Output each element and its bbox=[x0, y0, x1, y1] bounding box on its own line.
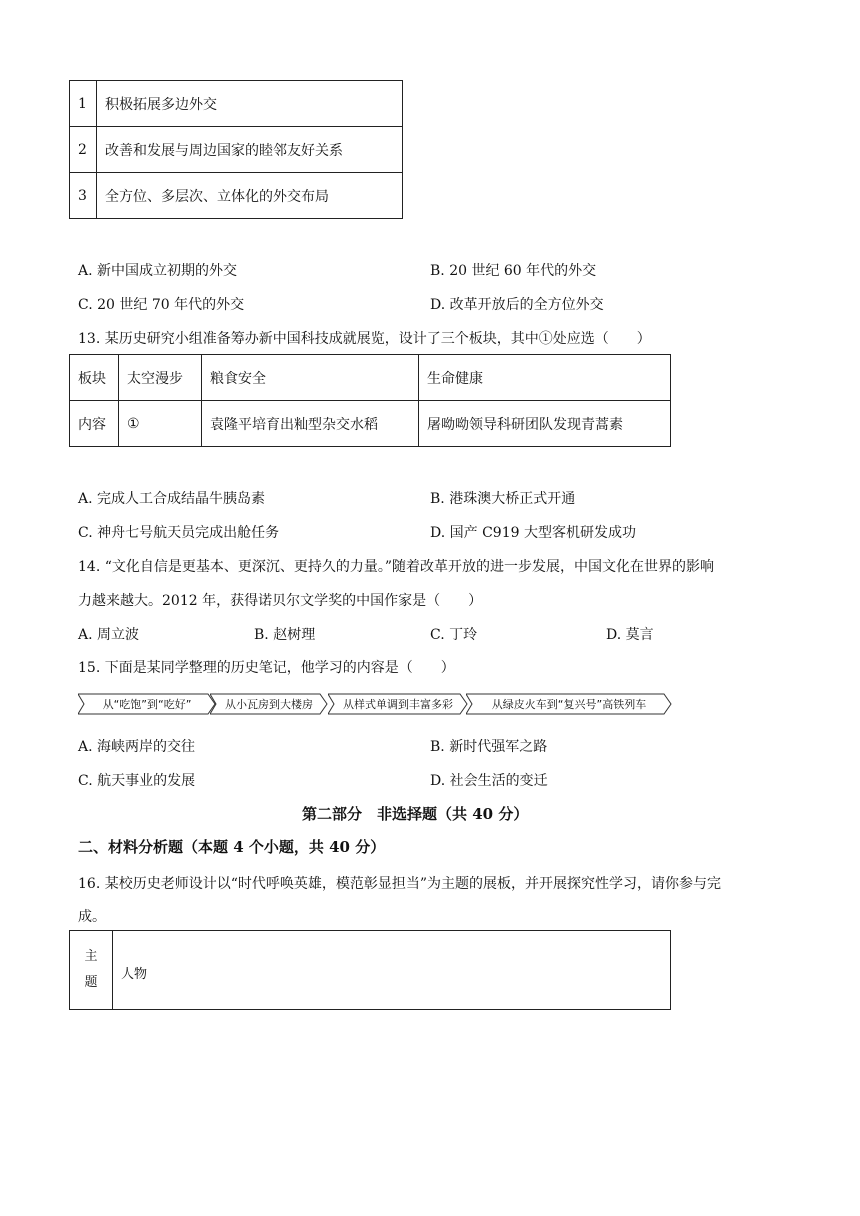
row-text: 积极拓展多边外交 bbox=[97, 81, 403, 127]
person-label: 人物 bbox=[121, 967, 148, 982]
q13-option-b: B. 港珠澳大桥正式开通 bbox=[430, 491, 576, 507]
diplomacy-table bbox=[69, 80, 403, 219]
table-cell: ① bbox=[119, 401, 202, 447]
row-text: 改善和发展与周边国家的睦邻友好关系 bbox=[97, 127, 403, 173]
q12-option-b: B. 20 世纪 60 年代的外交 bbox=[430, 263, 597, 279]
q13-stem: 13. 某历史研究小组准备筹办新中国科技成就展览，设计了三个板块，其中①处应选（ ） bbox=[78, 331, 651, 347]
table-row bbox=[70, 127, 403, 173]
row-number: 3 bbox=[70, 173, 97, 219]
q14-option-a: A. 周立波 bbox=[78, 627, 140, 643]
q16-stem-line2: 成。 bbox=[78, 909, 106, 925]
chevron-step-3 bbox=[328, 693, 468, 715]
q16-stem-line1: 16. 某校历史老师设计以“时代呼唤英雄，模范彰显担当”为主题的展板，并开展探究性学习，请你参与完 bbox=[78, 876, 722, 892]
header-cell: 板块 bbox=[70, 355, 119, 401]
q15-option-d: D. 社会生活的变迁 bbox=[430, 773, 548, 789]
q15-stem: 15. 下面是某同学整理的历史笔记，他学习的内容是（ ） bbox=[78, 660, 455, 676]
row-text: 全方位、多层次、立体化的外交布局 bbox=[97, 173, 403, 219]
chevron-label: 从样式单调到丰富多彩 bbox=[343, 698, 453, 711]
row-number: 2 bbox=[70, 127, 97, 173]
table-row bbox=[70, 173, 403, 219]
q12-option-c: C. 20 世纪 70 年代的外交 bbox=[78, 297, 245, 313]
q12-option-a: A. 新中国成立初期的外交 bbox=[78, 263, 238, 279]
part2-title: 第二部分 非选择题（共 40 分） bbox=[302, 805, 529, 823]
q12-option-d: D. 改革开放后的全方位外交 bbox=[430, 297, 604, 313]
row-number: 1 bbox=[70, 81, 97, 127]
q14-option-b: B. 赵树理 bbox=[254, 627, 316, 643]
chevron-step-1 bbox=[78, 693, 216, 715]
table-row bbox=[70, 931, 671, 1010]
q13-option-c: C. 神舟七号航天员完成出舱任务 bbox=[78, 525, 280, 541]
q15-option-b: B. 新时代强军之路 bbox=[430, 739, 548, 755]
exhibition-board-table bbox=[69, 930, 671, 1010]
table-cell: 屠呦呦领导科研团队发现青蒿素 bbox=[419, 401, 671, 447]
table-row bbox=[70, 81, 403, 127]
q14-stem-line1: 14. “文化自信是更基本、更深沉、更持久的力量。”随着改革开放的进一步发展，中国文化在世界的影响 bbox=[78, 559, 715, 575]
chevron-label: 从“吃饱”到“吃好” bbox=[102, 698, 192, 711]
table-cell: 袁隆平培育出籼型杂交水稻 bbox=[202, 401, 419, 447]
table-cell: 内容 bbox=[70, 401, 119, 447]
table-header-row bbox=[70, 355, 671, 401]
header-cell: 粮食安全 bbox=[202, 355, 419, 401]
header-cell: 太空漫步 bbox=[119, 355, 202, 401]
header-cell: 生命健康 bbox=[419, 355, 671, 401]
person-cell bbox=[113, 931, 671, 1010]
q15-option-a: A. 海峡两岸的交往 bbox=[78, 739, 196, 755]
tech-exhibition-table bbox=[69, 354, 671, 447]
theme-label-char-1: 主 bbox=[84, 949, 98, 964]
theme-label-cell bbox=[70, 931, 113, 1010]
q14-option-d: D. 莫言 bbox=[606, 627, 654, 643]
chevron-step-4 bbox=[466, 693, 672, 715]
chevron-label: 从小瓦房到大楼房 bbox=[225, 698, 313, 711]
chevron-label: 从绿皮火车到“复兴号”高铁列车 bbox=[491, 698, 647, 711]
q15-option-c: C. 航天事业的发展 bbox=[78, 773, 196, 789]
theme-label-char-2: 题 bbox=[84, 975, 98, 990]
q13-option-d: D. 国产 C919 大型客机研发成功 bbox=[430, 525, 636, 541]
q13-option-a: A. 完成人工合成结晶牛胰岛素 bbox=[78, 491, 266, 507]
q14-stem-line2: 力越来越大。2012 年，获得诺贝尔文学奖的中国作家是（ ） bbox=[78, 593, 483, 609]
chevron-step-2 bbox=[210, 693, 328, 715]
section2-title: 二、材料分析题（本题 4 个小题，共 40 分） bbox=[78, 838, 386, 856]
table-row bbox=[70, 401, 671, 447]
q14-option-c: C. 丁玲 bbox=[430, 627, 478, 643]
